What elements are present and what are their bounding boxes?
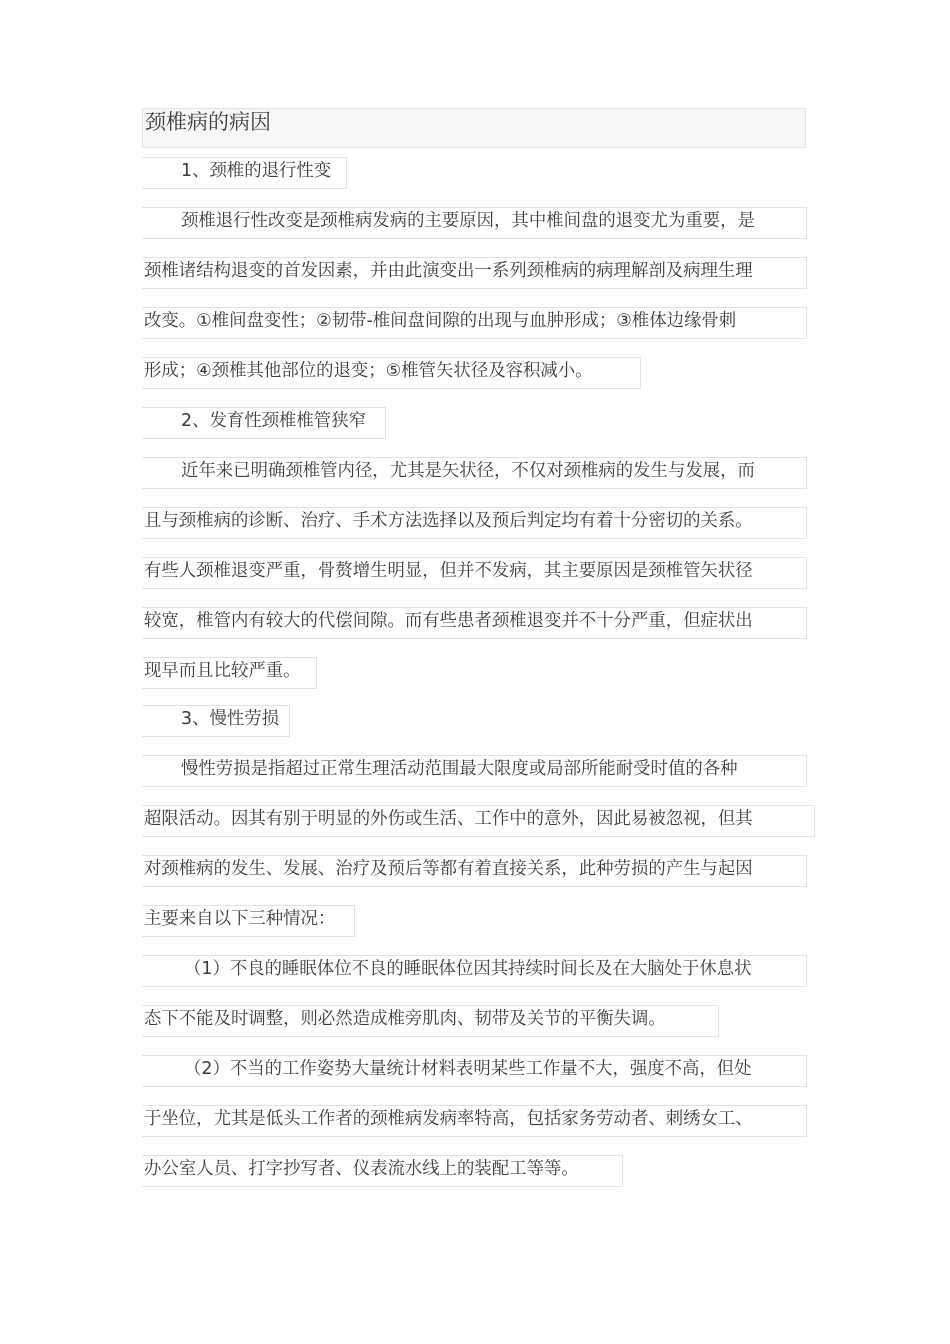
paragraph-line: 现早而且比较严重。 [142,657,317,689]
paragraph-line: 颈椎诸结构退变的首发因素，并由此演变出一系列颈椎病的病理解剖及病理生理 [142,257,807,289]
paragraph-line: 超限活动。因其有别于明显的外伤或生活、工作中的意外，因此易被忽视，但其 [142,805,815,837]
section-heading-3: 3、慢性劳损 [142,705,290,737]
paragraph-line: 主要来自以下三种情况： [142,905,355,937]
paragraph-line: 慢性劳损是指超过正常生理活动范围最大限度或局部所能耐受时值的各种 [142,755,807,787]
paragraph-line: 较宽，椎管内有较大的代偿间隙。而有些患者颈椎退变并不十分严重，但症状出 [142,607,807,639]
paragraph-line: 对颈椎病的发生、发展、治疗及预后等都有着直接关系，此种劳损的产生与起因 [142,855,807,887]
paragraph-line: 近年来已明确颈椎管内径，尤其是矢状径，不仅对颈椎病的发生与发展，而 [142,457,807,489]
paragraph-line: 于坐位，尤其是低头工作者的颈椎病发病率特高，包括家务劳动者、刺绣女工、 [142,1105,807,1137]
paragraph-line: 颈椎退行性改变是颈椎病发病的主要原因，其中椎间盘的退变尤为重要，是 [142,207,807,239]
paragraph-line: 改变。①椎间盘变性；②韧带-椎间盘间隙的出现与血肿形成；③椎体边缘骨刺 [142,307,807,339]
paragraph-line: （2）不当的工作姿势大量统计材料表明某些工作量不大，强度不高，但处 [142,1055,807,1087]
paragraph-line: （1）不良的睡眠体位不良的睡眠体位因其持续时间长及在大脑处于休息状 [142,955,807,987]
paragraph-line: 形成；④颈椎其他部位的退变；⑤椎管矢状径及容积减小。 [142,357,641,389]
paragraph-line: 态下不能及时调整，则必然造成椎旁肌肉、韧带及关节的平衡失调。 [142,1005,719,1037]
paragraph-line: 办公室人员、打字抄写者、仪表流水线上的装配工等等。 [142,1155,623,1187]
paragraph-line: 有些人颈椎退变严重，骨赘增生明显，但并不发病，其主要原因是颈椎管矢状径 [142,557,807,589]
section-heading-1: 1、颈椎的退行性变 [142,157,347,189]
page-title: 颈椎病的病因 [142,108,806,148]
paragraph-line: 且与颈椎病的诊断、治疗、手术方法选择以及预后判定均有着十分密切的关系。 [142,507,807,539]
section-heading-2: 2、发育性颈椎椎管狭窄 [142,407,386,439]
